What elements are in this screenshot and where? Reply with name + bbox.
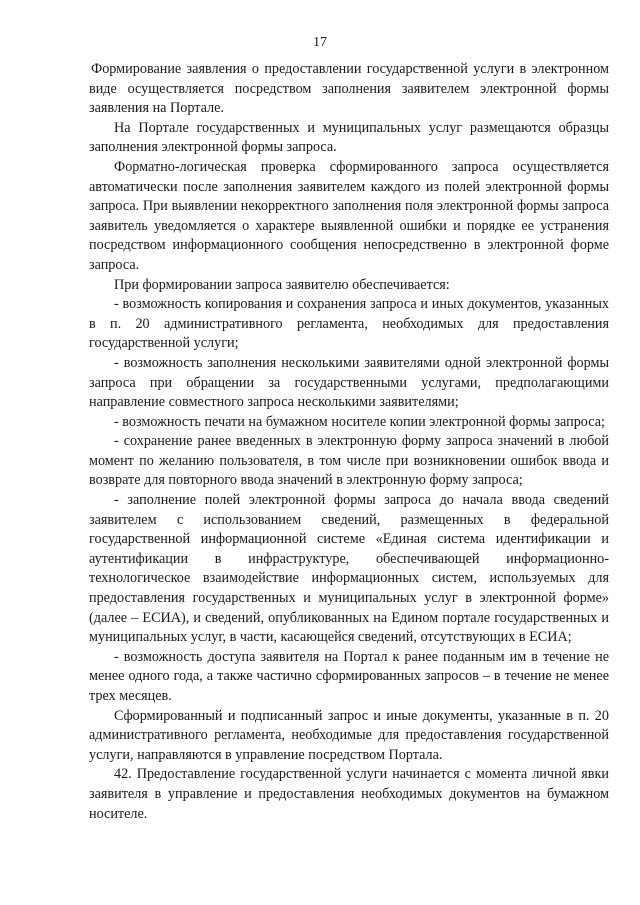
paragraph-provided-list-intro: При формировании запроса заявителю обеспечивается: [114,276,450,293]
paragraph-section-42: 42. Предоставление государственной услуги начинается с момента личной явки заявителя в управление и предоставления необходимых документов на бумажном носителе. [89,766,609,822]
list-item-multiple-applicants: - возможность заполнения несколькими заявителями одной электронной формы запроса при обращении за государственными услугами, предполагающими направление совместного запроса несколькими заявителями; [89,354,609,411]
list-item-print-copy: - возможность печати на бумажном носителе копии электронной формы запроса; [114,413,605,430]
list-item-esia-prefill: - заполнение полей электронной формы запроса до начала ввода сведений заявителем с использованием сведений, размещенных в федеральной государственной информационной системе «Единая система идентификации и аутентификации в инфраструктуре, обеспечивающей информационно-технологическое взаимодействие информационных систем, используемых для предоставления государственных и муниципальных услуг в электронной форме» (далее – ЕСИА), и сведений, опубликованных на Едином портале государственных и муниципальных услуг, в части, касающейся сведений, отсутствующих в ЕСИА; [89,492,609,646]
list-item-save-values: - сохранение ранее введенных в электронную форму запроса значений в любой момент по желанию пользователя, в том числе при возникновении ошибок ввода и возврате для повторного ввода значений в электронную форму запроса; [89,433,609,489]
paragraph-submission-route: Сформированный и подписанный запрос и иные документы, указанные в п. 20 административного регламента, необходимые для предоставления государственной услуги, направляются в управление посредством Портала. [89,707,609,763]
paragraph-format-check: Форматно-логическая проверка сформированного запроса осуществляется автоматически после заполнения заявителем каждого из полей электронной формы запроса. При выявлении некорректного заполнения поля электронной формы запроса заявитель уведомляется о характере выявленной ошибки и порядке ее устранения посредством информационного сообщения непосредственно в электронной форме запроса. [89,158,609,273]
document-body [89,60,609,824]
list-item-copy-save: - возможность копирования и сохранения запроса и иных документов, указанных в п. 20 административного регламента, необходимых для предоставления государственной услуги; [89,296,609,352]
paragraph-portal-samples: На Портале государственных и муниципальных услуг размещаются образцы заполнения электронной формы запроса. [89,119,609,156]
paragraph-form-submission: Формирование заявления о предоставлении государственной услуги в электронном виде осуществляется посредством заполнения заявителем электронной формы заявления на Портале. [89,61,609,117]
page-number: 17 [313,35,327,50]
list-item-access-history: - возможность доступа заявителя на Портал к ранее поданным им в течение не менее одного года, а также частично сформированных запросов – в течение не менее трех месяцев. [89,648,609,704]
